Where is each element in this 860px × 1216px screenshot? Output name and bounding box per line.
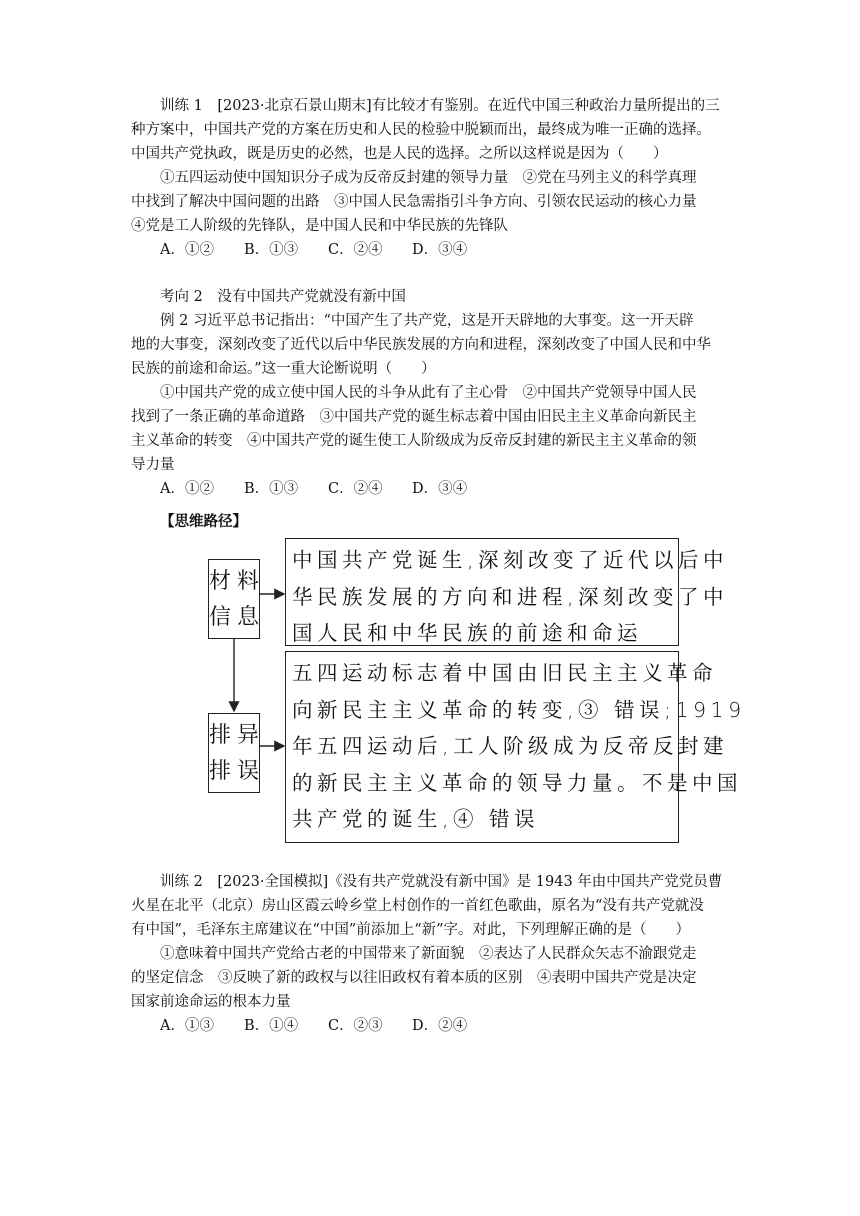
option-d[interactable]: D．③④: [412, 481, 468, 497]
statement-line: 导力量: [131, 457, 175, 473]
statement-line: 主义革命的转变 ④中国共产党的诞生使工人阶级成为反帝反封建的新民主主义革命的领: [131, 433, 697, 449]
label-text: 排误: [209, 759, 266, 784]
statement-line: ①意味着中国共产党给古老的中国带来了新面貌 ②表达了人民群众矢志不渝跟党走: [160, 946, 697, 962]
content-line: 年五四运动后,工人阶级成为反帝反封建: [292, 734, 729, 758]
content-line: 中国共产党诞生,深刻改变了近代以后中: [292, 548, 729, 572]
option-b[interactable]: B．①③: [244, 481, 299, 497]
question-stem-line: 例 2 习近平总书记指出：“中国产生了共产党，这是开天辟地的大事变。这一开天辟: [160, 313, 694, 329]
answer-options: [131, 477, 731, 501]
label-text: 信息: [209, 605, 266, 630]
label-text: 材料: [209, 569, 266, 594]
answer-options: [131, 1014, 731, 1038]
content-line: 向新民主主义革命的转变,③ 错误;1919: [292, 697, 746, 722]
option-c[interactable]: C．②④: [328, 242, 383, 258]
question-stem-line: 训练 1 [2023·北京石景山期末]有比较才有鉴别。在近代中国三种政治力量所提出的三: [160, 98, 720, 114]
content-line: 共产党的诞生,④ 错误: [292, 807, 540, 831]
statement-line: ①五四运动使中国知识分子成为反帝反封建的领导力量 ②党在马列主义的科学真理: [160, 170, 697, 186]
option-c[interactable]: C．②③: [328, 1018, 383, 1034]
question-stem-line: 中国共产党执政，既是历史的必然，也是人民的选择。之所以这样说是因为（ ）: [131, 146, 668, 162]
thinking-path-title: 【思维路径】: [160, 514, 247, 530]
content-box-material-info: [285, 538, 729, 646]
content-line: 华民族发展的方向和进程,深刻改变了中: [292, 584, 729, 609]
option-a[interactable]: A．①②: [160, 242, 214, 258]
training-1: [131, 94, 731, 262]
option-b[interactable]: B．①④: [244, 1018, 299, 1034]
question-stem-line: 训练 2 [2023·全国模拟]《没有共产党就没有新中国》是 1943 年由中国共产党党员曹: [160, 874, 723, 890]
question-stem-line: 地的大事变，深刻改变了近代以后中华民族发展的方向和进程，深刻改变了中国人民和中华: [131, 337, 711, 353]
question-stem-line: 民族的前途和命运。”这一重大论断说明（ ）: [131, 361, 436, 377]
thinking-path-heading: [131, 510, 731, 534]
content-line: 五四运动标志着中国由旧民主主义革命: [292, 661, 717, 685]
option-a[interactable]: A．①②: [160, 481, 214, 497]
question-stem-line: 火星在北平（北京）房山区霞云岭乡堂上村创作的一首红色歌曲，原名为“没有共产党就没: [131, 898, 704, 914]
label-box-material-info: [208, 559, 266, 639]
content-line: 的新民主主义革命的领导力量。不是中国: [292, 770, 742, 795]
label-box-eliminate: [208, 713, 266, 793]
question-stem-line: 有中国”，毛泽东主席建议在“中国”前添加上“新”字。对此，下列理解正确的是（ ）: [131, 922, 691, 938]
option-b[interactable]: B．①③: [244, 242, 299, 258]
option-c[interactable]: C．②④: [328, 481, 383, 497]
content-line: 国人民和中华民族的前途和命运: [292, 621, 642, 645]
label-text: 排异: [209, 723, 266, 748]
content-box-eliminate: [285, 651, 746, 843]
statement-line: 中找到了解决中国问题的出路 ③中国人民急需指引斗争方向、引领农民运动的核心力量: [131, 194, 697, 210]
statement-line: ①中国共产党的成立使中国人民的斗争从此有了主心骨 ②中国共产党领导中国人民: [160, 385, 697, 401]
statement-line: 国家前途命运的根本力量: [131, 994, 291, 1010]
statement-line: 找到了一条正确的革命道路 ③中国共产党的诞生标志着中国由旧民主主义革命向新民主: [131, 409, 697, 425]
option-d[interactable]: D．②④: [412, 1018, 468, 1034]
statement-line: 的坚定信念 ③反映了新的政权与以往旧政权有着本质的区别 ④表明中国共产党是决定: [131, 970, 697, 986]
section-heading: [131, 285, 731, 309]
training-2: [131, 870, 731, 1038]
answer-options: [131, 238, 731, 262]
example-2: [131, 309, 731, 501]
option-a[interactable]: A．①③: [160, 1018, 214, 1034]
statement-line: ④党是工人阶级的先锋队，是中国人民和中华民族的先锋队: [131, 218, 508, 234]
option-d[interactable]: D．③④: [412, 242, 468, 258]
question-stem-line: 种方案中，中国共产党的方案在历史和人民的检验中脱颖而出，最终成为唯一正确的选择。: [131, 122, 711, 138]
section-title: 考向 2 没有中国共产党就没有新中国: [160, 289, 406, 305]
